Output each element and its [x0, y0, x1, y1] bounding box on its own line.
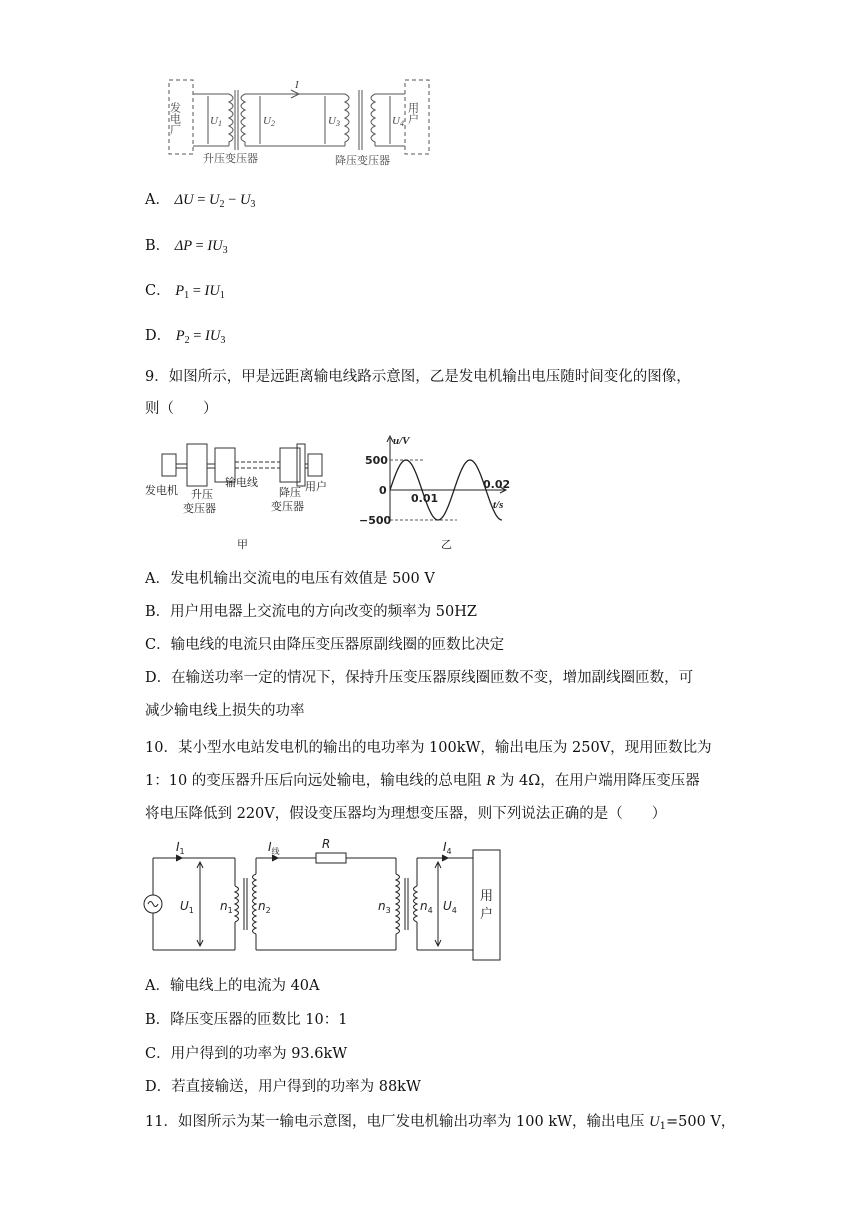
jia-step-up-label-1: 升压: [191, 488, 213, 501]
jia-line-label: 输电线: [225, 476, 258, 489]
label-n4: $n_4$: [420, 899, 433, 915]
q10-stem-line3: 将电压降低到 220V，假设变压器均为理想变压器，则下列说法正确的是（ ）: [145, 806, 667, 822]
user-label: 用户: [406, 102, 420, 124]
q10-option-b: B．降压变压器的匝数比 10：1: [145, 1012, 348, 1028]
q10-circuit: [140, 838, 510, 966]
user-label-2: 户: [480, 907, 494, 922]
q9-figure-yi: [345, 432, 515, 552]
user-label-1: 用: [480, 889, 494, 904]
q9-stem-line2: 则（ ）: [145, 401, 218, 417]
q8-option-c: C． $P_1 = IU_1$: [145, 283, 225, 301]
q10-stem-line1: 10．某小型水电站发电机的输出的电功率为 100kW，输出电压为 250V，现用匝数比为: [145, 740, 712, 756]
q9-option-a: A．发电机输出交流电的电压有效值是 500 V: [145, 571, 435, 587]
current-label: I: [295, 79, 299, 91]
user-box: [473, 850, 500, 960]
u3-label: U3: [328, 115, 340, 128]
q8-option-d: D． $P_2 = IU_3$: [145, 328, 226, 346]
jia-user-label: 用户: [305, 480, 327, 493]
u1-label: U1: [210, 115, 222, 128]
resistor-r: [316, 853, 346, 863]
q9-figure-jia: [145, 436, 345, 551]
q8-option-a: A． $\Delta U = U_2 - U_3$: [145, 192, 256, 210]
yi-ytick-min: −500: [359, 514, 392, 527]
q9-option-c: C．输电线的电流只由降压变压器原副线圈的匝数比决定: [145, 637, 505, 653]
q10-stem-line2: 1：10 的变压器升压后向远处输电，输电线的总电阻 R 为 4Ω，在用户端用降压变压器: [145, 773, 700, 789]
u4-label: U4: [392, 115, 404, 128]
label-r: R: [322, 838, 331, 851]
q10-option-c: C．用户得到的功率为 93.6kW: [145, 1046, 348, 1062]
transmission-diagram-q8: [165, 76, 435, 168]
step-up-label: 升压变压器: [203, 152, 258, 165]
q10-option-d: D．若直接输送，用户得到的功率为 88kW: [145, 1079, 421, 1095]
q11-stem: 11．如图所示为某一输电示意图，电厂发电机输出功率为 100 kW，输出电压 $U_1=500$ V，: [145, 1114, 736, 1132]
jia-step-down-label-1: 降压: [279, 486, 301, 499]
yi-xtick-1: 0.01: [411, 492, 439, 505]
yi-caption: 乙: [441, 538, 452, 551]
q9-option-b: B．用户用电器上交流电的方向改变的频率为 50HZ: [145, 604, 477, 620]
yi-ylabel: u/V: [393, 435, 410, 447]
label-u1: $U_1$: [180, 899, 194, 915]
step-down-label: 降压变压器: [335, 154, 390, 167]
label-i1: $I_1$: [176, 840, 185, 856]
jia-caption: 甲: [237, 538, 248, 551]
label-n3: $n_3$: [378, 899, 391, 915]
label-iline: $I_线$: [268, 840, 280, 856]
label-n2: $n_2$: [258, 899, 271, 915]
jia-step-up-label-2: 变压器: [183, 502, 216, 515]
yi-xtick-2: 0.02: [483, 478, 511, 491]
q9-option-d-line1: D．在输送功率一定的情况下，保持升压变压器原线圈匝数不变，增加副线圈匝数，可: [145, 670, 694, 686]
jia-step-down-label-2: 变压器: [271, 500, 304, 513]
yi-xlabel: t/s: [493, 499, 504, 511]
label-i4: $I_4$: [443, 840, 452, 856]
u2-label: U2: [263, 115, 275, 128]
plant-label-1: 发电厂: [168, 102, 182, 135]
label-n1: $n_1$: [220, 899, 233, 915]
yi-ytick-zero: 0: [379, 484, 387, 497]
yi-ytick-max: 500: [365, 454, 388, 467]
jia-generator-label: 发电机: [145, 484, 178, 497]
q9-option-d-line2: 减少输电线上损失的功率: [145, 703, 305, 719]
q10-option-a: A．输电线上的电流为 40A: [145, 978, 320, 994]
q8-option-b: B． $\Delta P = IU_3$: [145, 238, 228, 256]
q9-stem-line1: 9．如图所示，甲是远距离输电线路示意图，乙是发电机输出电压随时间变化的图像，: [145, 369, 691, 385]
label-u4: $U_4$: [443, 899, 457, 915]
